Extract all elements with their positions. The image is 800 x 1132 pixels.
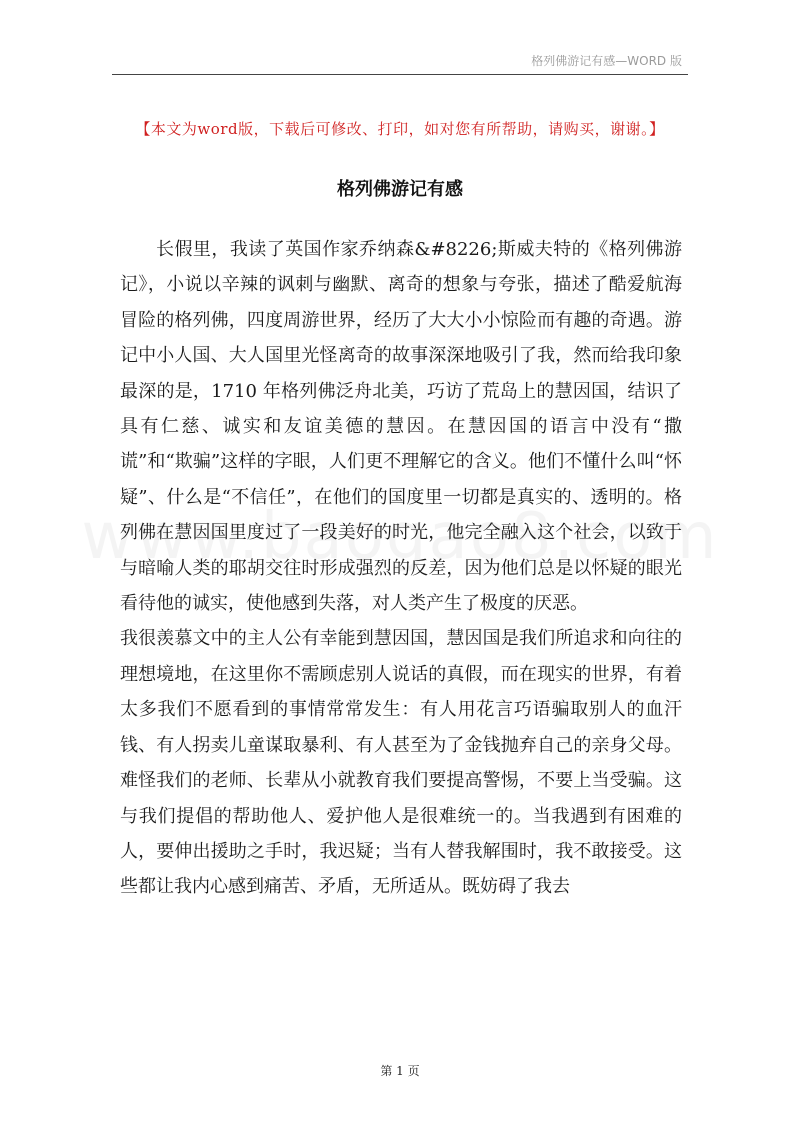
document-body <box>120 232 682 905</box>
download-notice: 【本文为word版，下载后可修改、打印，如对您有所帮助，请购买，谢谢。】 <box>135 120 665 138</box>
paragraph: 长假里，我读了英国作家乔纳森&#8226;斯威夫特的《格列佛游记》，小说以辛辣的讽刺与幽默、离奇的想象与夸张，描述了酷爱航海冒险的格列佛，四度周游世界，经历了大大小小惊险而有趣的奇遇。游记中小人国、大人国里光怪离奇的故事深深地吸引了我，然而给我印象最深的是，1710 年格列佛泛舟北美，巧访了荒岛上的慧因国，结识了具有仁慈、诚实和友谊美德的慧因。在慧因国的语言中没有“撒谎”和“欺骗”这样的字眼，人们更不理解它的含义。他们不懂什么叫“怀疑”、什么是“不信任”，在他们的国度里一切都是真实的、透明的。格列佛在慧因国里度过了一段美好的时光，他完全融入这个社会，以致于与暗喻人类的耶胡交往时形成强烈的反差，因为他们总是以怀疑的眼光看待他的诚实，使他感到失落，对人类产生了极度的厌恶。 <box>120 239 682 615</box>
page-number: 第 1 页 <box>380 1064 420 1078</box>
document-title: 格列佛游记有感 <box>337 179 463 200</box>
header-divider <box>112 74 688 75</box>
page-header-text: 格列佛游记有感—WORD 版 <box>531 54 682 68</box>
paragraph: 我很羡慕文中的主人公有幸能到慧因国，慧因国是我们所追求和向往的理想境地，在这里你不需顾虑别人说话的真假，而在现实的世界，有着太多我们不愿看到的事情常常发生：有人用花言巧语骗取别人的血汗钱、有人拐卖儿童谋取暴利、有人甚至为了金钱抛弃自己的亲身父母。难怪我们的老师、长辈从小就教育我们要提高警惕，不要上当受骗。这与我们提倡的帮助他人、爱护他人是很难统一的。当我遇到有困难的人，要伸出援助之手时，我迟疑；当有人替我解围时，我不敢接受。这些都让我内心感到痛苦、矛盾，无所适从。既妨碍了我去 <box>120 628 682 898</box>
